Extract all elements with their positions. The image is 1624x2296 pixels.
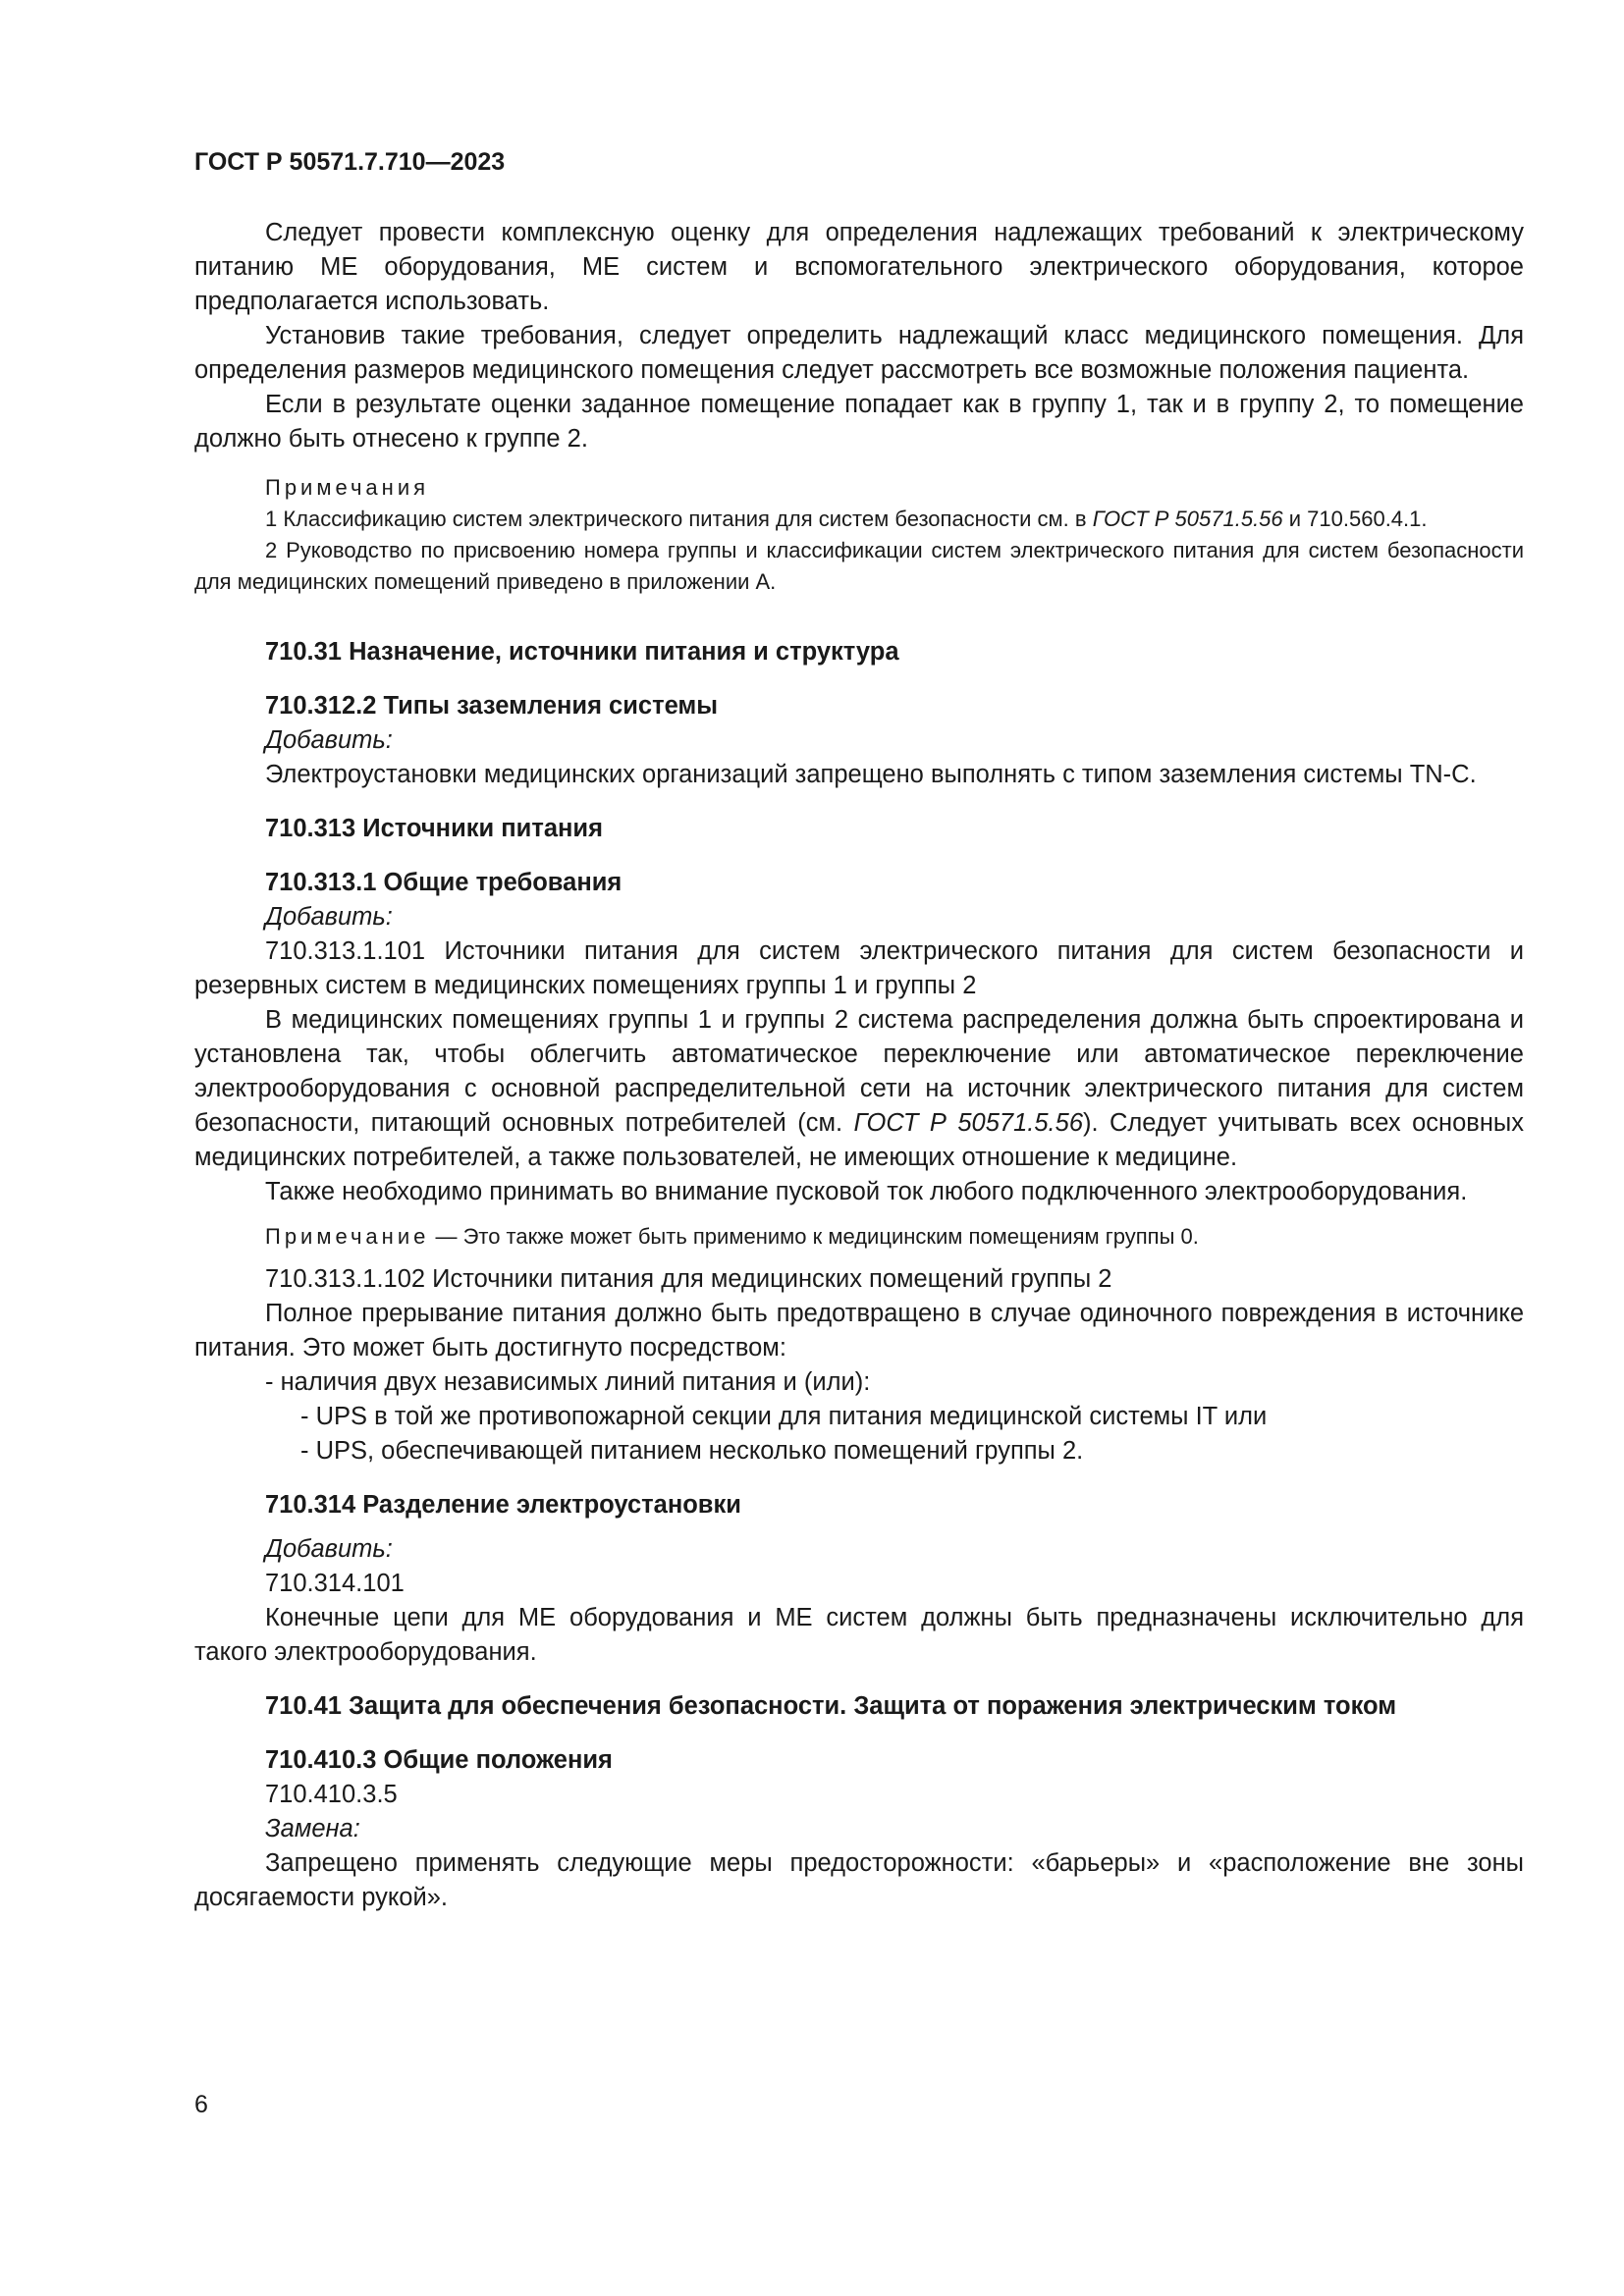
note-1: 1 Классификацию систем электрического питания для систем безопасности см. в ГОСТ Р 50571.5.56 и 710.560.4.1.: [265, 507, 1428, 531]
note-2: 2 Руководство по присвоению номера группы и классификации систем электрического питания для систем безопасности для медицинских помещений приведено в приложении А.: [194, 538, 1524, 594]
clause-number: 710.410.3.5: [265, 1781, 398, 1808]
document-page: [194, 145, 1524, 1915]
document-header: ГОСТ Р 50571.7.710—2023: [194, 148, 506, 176]
replace-label: Замена:: [265, 1815, 360, 1842]
clause-paragraph: В медицинских помещениях группы 1 и группы 2 система распределения должна быть спроектирована и установлена так, чтобы облегчить автоматическое переключение или автоматическое переключение электрооборудования с основной распределительной сети на источник электрического питания для систем безопасности, питающий основных потребителей (см. ГОСТ Р 50571.5.56). Следует учитывать всех основных медицинских потребителей, а также пользователей, не имеющих отношение к медицине.: [194, 1006, 1524, 1171]
section-heading-710-312-2: 710.312.2 Типы заземления системы: [265, 692, 719, 720]
notes-heading: Примечания: [265, 475, 430, 500]
section-text-710-410-3: Запрещено применять следующие меры предосторожности: «барьеры» и «расположение вне зоны досягаемости рукой».: [194, 1849, 1524, 1911]
intro-paragraph-1: Следует провести комплексную оценку для определения надлежащих требований к электрическому питанию МЕ оборудования, МЕ систем и вспомогательного электрического оборудования, которое предполагается использовать.: [194, 219, 1524, 315]
clause-paragraph: Также необходимо принимать во внимание пусковой ток любого подключенного электрооборудования.: [265, 1178, 1468, 1205]
section-heading-710-41: 710.41 Защита для обеспечения безопасности. Защита от поражения электрическим током: [265, 1692, 1397, 1720]
list-item: - UPS в той же противопожарной секции для питания медицинской системы IT или: [300, 1403, 1268, 1430]
section-heading-710-31: 710.31 Назначение, источники питания и структура: [265, 638, 899, 666]
add-label: Добавить:: [265, 903, 393, 931]
section-heading-710-314: 710.314 Разделение электроустановки: [265, 1491, 741, 1519]
intro-paragraph-2: Установив такие требования, следует определить надлежащий класс медицинского помещения. Для определения размеров медицинского помещения следует рассмотреть все возможные положения пациента.: [194, 322, 1524, 384]
section-heading-710-410-3: 710.410.3 Общие положения: [265, 1746, 613, 1774]
list-item: - UPS, обеспечивающей питанием несколько помещений группы 2.: [300, 1437, 1084, 1465]
clause-710-313-1-102: 710.313.1.102 Источники питания для медицинских помещений группы 2: [265, 1265, 1112, 1293]
reference-link: ГОСТ Р 50571.5.56: [1092, 507, 1283, 531]
clause-number: 710.314.101: [265, 1570, 405, 1597]
add-label: Добавить:: [265, 1535, 393, 1563]
section-heading-710-313-1: 710.313.1 Общие требования: [265, 869, 623, 896]
inline-note: Примечание — Это также может быть применимо к медицинским помещениям группы 0.: [265, 1224, 1199, 1249]
section-text-710-312-2: Электроустановки медицинских организаций запрещено выполнять с типом заземления системы TN-C.: [265, 761, 1477, 788]
clause-paragraph: Полное прерывание питания должно быть предотвращено в случае одиночного повреждения в источнике питания. Это может быть достигнуто посредством:: [194, 1300, 1524, 1362]
section-text-710-314: Конечные цепи для МЕ оборудования и МЕ систем должны быть предназначены исключительно для такого электрооборудования.: [194, 1604, 1524, 1666]
clause-710-313-1-101: 710.313.1.101 Источники питания для систем электрического питания для систем безопасности и резервных систем в медицинских помещениях группы 1 и группы 2: [194, 937, 1524, 999]
section-heading-710-313: 710.313 Источники питания: [265, 815, 603, 842]
list-item: - наличия двух независимых линий питания и (или):: [265, 1368, 871, 1396]
note-label: Примечание: [265, 1224, 430, 1249]
add-label: Добавить:: [265, 726, 393, 754]
intro-paragraph-3: Если в результате оценки заданное помещение попадает как в группу 1, так и в группу 2, то помещение должно быть отнесено к группе 2.: [194, 391, 1524, 453]
page-number: 6: [194, 2091, 208, 2118]
notes-block: [194, 472, 1524, 598]
reference-link: ГОСТ Р 50571.5.56: [853, 1109, 1083, 1137]
